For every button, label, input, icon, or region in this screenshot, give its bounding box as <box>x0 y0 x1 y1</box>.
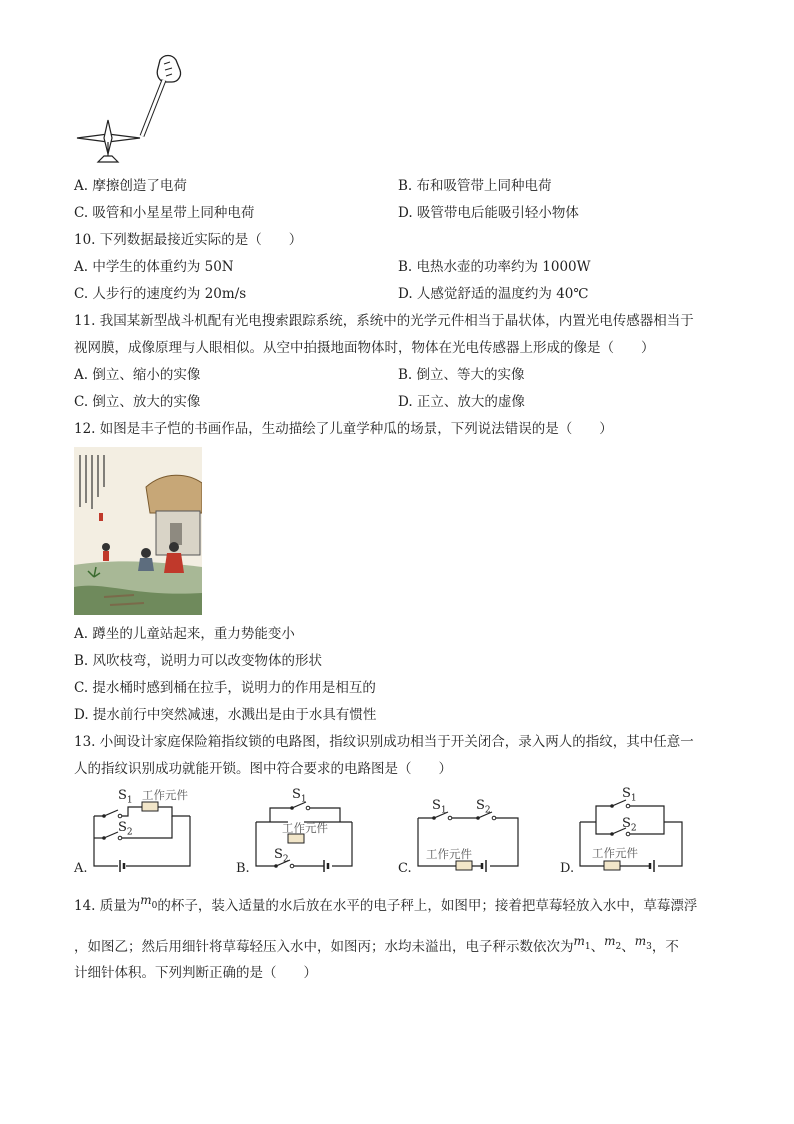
q9-option-b: B. 布和吸管带上同种电荷 <box>398 178 552 194</box>
q12-option-a: A. 蹲坐的儿童站起来，重力势能变小 <box>74 626 295 642</box>
q10-option-d: D. 人感觉舒适的温度约为 40℃ <box>398 286 589 302</box>
circuit-c-label: C. <box>398 861 412 876</box>
q12-option-c: C. 提水桶时感到桶在拉手，说明力的作用是相互的 <box>74 680 376 696</box>
q11-option-c: C. 倒立、放大的实像 <box>74 394 201 410</box>
q10-option-b: B. 电热水壶的功率约为 1000W <box>398 259 591 275</box>
q9-option-d: D. 吸管带电后能吸引轻小物体 <box>398 205 579 221</box>
circuit-a-label: A. <box>74 861 88 876</box>
circuit-a-s1-label: $S_1$ <box>118 788 133 806</box>
circuit-b-label: B. <box>236 861 250 876</box>
q10-option-c: C. 人步行的速度约为 20m/s <box>74 286 247 302</box>
circuit-b-component-label: 工作元件 <box>282 821 328 835</box>
q13-stem-line1: 13. 小闽设计家庭保险箱指纹锁的电路图，指纹识别成功相当于开关闭合，录入两人的指纹，其中任意一 <box>74 734 694 750</box>
q11-option-a: A. 倒立、缩小的实像 <box>74 367 201 383</box>
circuit-b <box>236 786 361 878</box>
q14-line3: 计细针体积。下列判断正确的是（ ） <box>74 965 317 981</box>
circuit-a-component-label: 工作元件 <box>142 788 188 802</box>
circuit-c-s2-label: $S_2$ <box>476 798 491 816</box>
q14-line1: 14. 质量为$m_0$的杯子，装入适量的水后放在水平的电子秤上，如图甲；接着把草莓轻放入水中，草莓漂浮 <box>74 893 698 914</box>
q11-stem-line2: 视网膜，成像原理与人眼相似。从空中拍摄地面物体时，物体在光电传感器上形成的像是（ ） <box>74 340 655 356</box>
q10-option-a: A. 中学生的体重约为 50N <box>74 259 234 275</box>
circuit-c <box>398 786 523 878</box>
circuit-c-component-label: 工作元件 <box>426 847 472 861</box>
q9-option-a: A. 摩擦创造了电荷 <box>74 178 187 194</box>
q11-option-b: B. 倒立、等大的实像 <box>398 367 525 383</box>
q10-stem: 10. 下列数据最接近实际的是（ ） <box>74 232 303 248</box>
circuit-b-s1-label: $S_1$ <box>292 787 307 805</box>
q12-option-d: D. 提水前行中突然减速，水溅出是由于水具有惯性 <box>74 707 377 723</box>
q14-line2: ，如图乙；然后用细针将草莓轻压入水中，如图丙；水均未溢出，电子秤示数依次为$m_1$、$m_2$、$m_3$，不 <box>74 934 679 955</box>
feng-zikai-painting <box>74 447 202 615</box>
q9-option-c: C. 吸管和小星星带上同种电荷 <box>74 205 255 221</box>
circuit-d <box>560 786 685 878</box>
circuit-c-s1-label: $S_1$ <box>432 798 447 816</box>
q11-stem-line1: 11. 我国某新型战斗机配有光电搜索跟踪系统，系统中的光学元件相当于晶状体，内置光电传感器相当于 <box>74 313 694 329</box>
circuit-a-s2-label: $S_2$ <box>118 820 133 838</box>
circuit-b-s2-label: $S_2$ <box>274 847 289 865</box>
q12-stem: 12. 如图是丰子恺的书画作品，生动描绘了儿童学种瓜的场景，下列说法错误的是（ ） <box>74 421 613 437</box>
straw-pinwheel-figure <box>72 50 192 168</box>
q13-stem-line2: 人的指纹识别成功就能开锁。图中符合要求的电路图是（ ） <box>74 761 452 777</box>
q11-option-d: D. 正立、放大的虚像 <box>398 394 525 410</box>
circuit-d-s2-label: $S_2$ <box>622 816 637 834</box>
circuit-d-label: D. <box>560 861 575 876</box>
circuit-a <box>74 786 199 878</box>
circuit-d-component-label: 工作元件 <box>592 846 638 860</box>
circuit-d-s1-label: $S_1$ <box>622 786 637 804</box>
q12-option-b: B. 风吹枝弯，说明力可以改变物体的形状 <box>74 653 323 669</box>
